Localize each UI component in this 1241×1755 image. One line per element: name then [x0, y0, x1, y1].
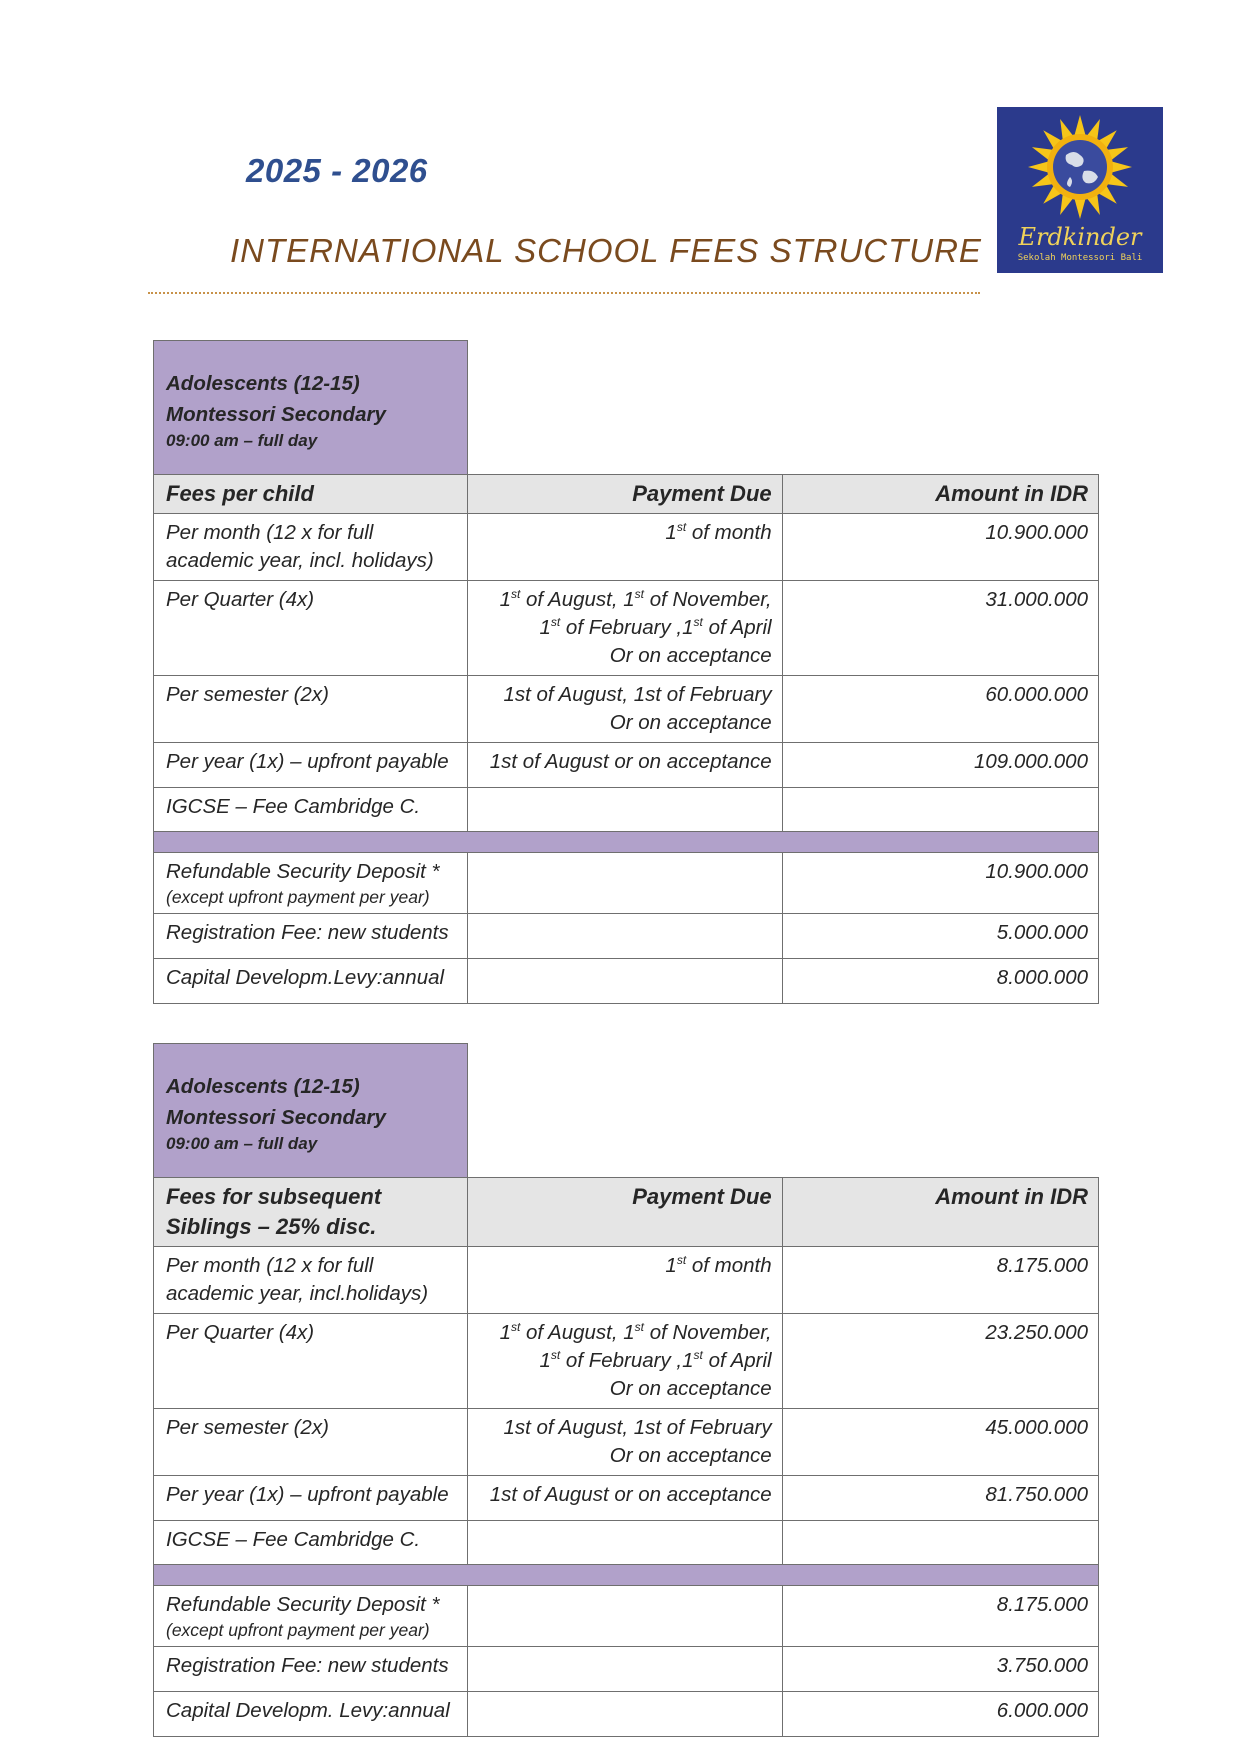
program-age-group: Adolescents (12-15) — [166, 372, 360, 395]
table-row — [154, 853, 1099, 914]
payment-due: 1st of August, 1st of November, 1st of February ,1st of April Or on acceptance — [468, 581, 782, 676]
school-year: 2025 - 2026 — [246, 152, 428, 189]
fee-label: Registration Fee: new students — [154, 1647, 468, 1692]
fee-amount: 8.175.000 — [782, 1247, 1098, 1314]
column-header-row — [154, 1178, 1099, 1247]
table-row — [154, 788, 1099, 832]
column-header-payment-due: Payment Due — [468, 475, 782, 514]
fee-amount: 45.000.000 — [782, 1409, 1098, 1476]
table-row — [154, 1247, 1099, 1314]
program-age-group: Adolescents (12-15) — [166, 1075, 360, 1098]
fee-label: Capital Developm. Levy:annual — [154, 1692, 468, 1737]
column-header-amount: Amount in IDR — [782, 1178, 1098, 1247]
column-header-payment-due: Payment Due — [468, 1178, 782, 1247]
fee-label: Registration Fee: new students — [154, 914, 468, 959]
table-row — [154, 914, 1099, 959]
payment-due: 1st of month — [468, 514, 782, 581]
table-row — [154, 1586, 1099, 1647]
table-row — [154, 1476, 1099, 1521]
fee-amount: 8.175.000 — [782, 1586, 1098, 1647]
payment-due: 1st of August, 1st of November, 1st of February ,1st of April Or on acceptance — [468, 1314, 782, 1409]
fee-label: Per month (12 x for full academic year, incl.holidays) — [154, 1247, 468, 1314]
fee-amount: 23.250.000 — [782, 1314, 1098, 1409]
fee-label: Refundable Security Deposit * (except upfront payment per year) — [154, 853, 468, 914]
fee-amount: 6.000.000 — [782, 1692, 1098, 1737]
program-name: Montessori Secondary — [166, 1106, 386, 1129]
fee-amount: 3.750.000 — [782, 1647, 1098, 1692]
payment-due: 1st of month — [468, 1247, 782, 1314]
fee-amount: 8.000.000 — [782, 959, 1098, 1004]
school-logo — [997, 107, 1163, 273]
section-separator — [154, 832, 1099, 853]
title-divider — [148, 292, 980, 294]
fee-label: Per Quarter (4x) — [154, 1314, 468, 1409]
fee-label: Refundable Security Deposit * (except upfront payment per year) — [154, 1586, 468, 1647]
logo-subtitle: Sekolah Montessori Bali — [1017, 253, 1143, 263]
payment-due: 1st of August or on acceptance — [468, 1476, 782, 1521]
fee-label: Per semester (2x) — [154, 676, 468, 743]
fee-label: Capital Developm.Levy:annual — [154, 959, 468, 1004]
fee-label: Per month (12 x for full academic year, incl. holidays) — [154, 514, 468, 581]
program-hours: 09:00 am – full day — [166, 431, 318, 450]
table-row — [154, 1647, 1099, 1692]
section-separator — [154, 1565, 1099, 1586]
fee-label: Per year (1x) – upfront payable — [154, 1476, 468, 1521]
fees-table-per-child — [153, 340, 1099, 1004]
logo-wordmark: Erdkinder — [1018, 223, 1142, 251]
table-row — [154, 1692, 1099, 1737]
table-row — [154, 1521, 1099, 1565]
table-row — [154, 743, 1099, 788]
sunflower-globe-icon — [997, 107, 1163, 227]
fee-label: Per Quarter (4x) — [154, 581, 468, 676]
fee-label: Per semester (2x) — [154, 1409, 468, 1476]
payment-due: 1st of August or on acceptance — [468, 743, 782, 788]
table-row — [154, 1409, 1099, 1476]
column-header-amount: Amount in IDR — [782, 475, 1098, 514]
column-header-fees: Fees for subsequent Siblings – 25% disc. — [154, 1178, 468, 1247]
fee-amount: 10.900.000 — [782, 514, 1098, 581]
table-row — [154, 676, 1099, 743]
column-header-fees: Fees per child — [154, 475, 468, 514]
payment-due: 1st of August, 1st of February Or on acceptance — [468, 676, 782, 743]
fee-label: IGCSE – Fee Cambridge C. — [154, 788, 468, 832]
program-name: Montessori Secondary — [166, 403, 386, 426]
table-row — [154, 959, 1099, 1004]
fee-amount: 31.000.000 — [782, 581, 1098, 676]
fee-label: Per year (1x) – upfront payable — [154, 743, 468, 788]
payment-due: 1st of August, 1st of February Or on acceptance — [468, 1409, 782, 1476]
fee-amount: 109.000.000 — [782, 743, 1098, 788]
fee-amount: 81.750.000 — [782, 1476, 1098, 1521]
program-header — [154, 341, 468, 475]
column-header-row — [154, 475, 1099, 514]
program-header — [154, 1044, 468, 1178]
fee-amount: 10.900.000 — [782, 853, 1098, 914]
table-row — [154, 1314, 1099, 1409]
fees-table-siblings — [153, 1043, 1099, 1737]
page-title: INTERNATIONAL SCHOOL FEES STRUCTURE — [230, 232, 982, 269]
program-hours: 09:00 am – full day — [166, 1134, 318, 1153]
fee-label: IGCSE – Fee Cambridge C. — [154, 1521, 468, 1565]
table-row — [154, 514, 1099, 581]
table-row — [154, 581, 1099, 676]
fee-amount: 5.000.000 — [782, 914, 1098, 959]
fee-amount: 60.000.000 — [782, 676, 1098, 743]
